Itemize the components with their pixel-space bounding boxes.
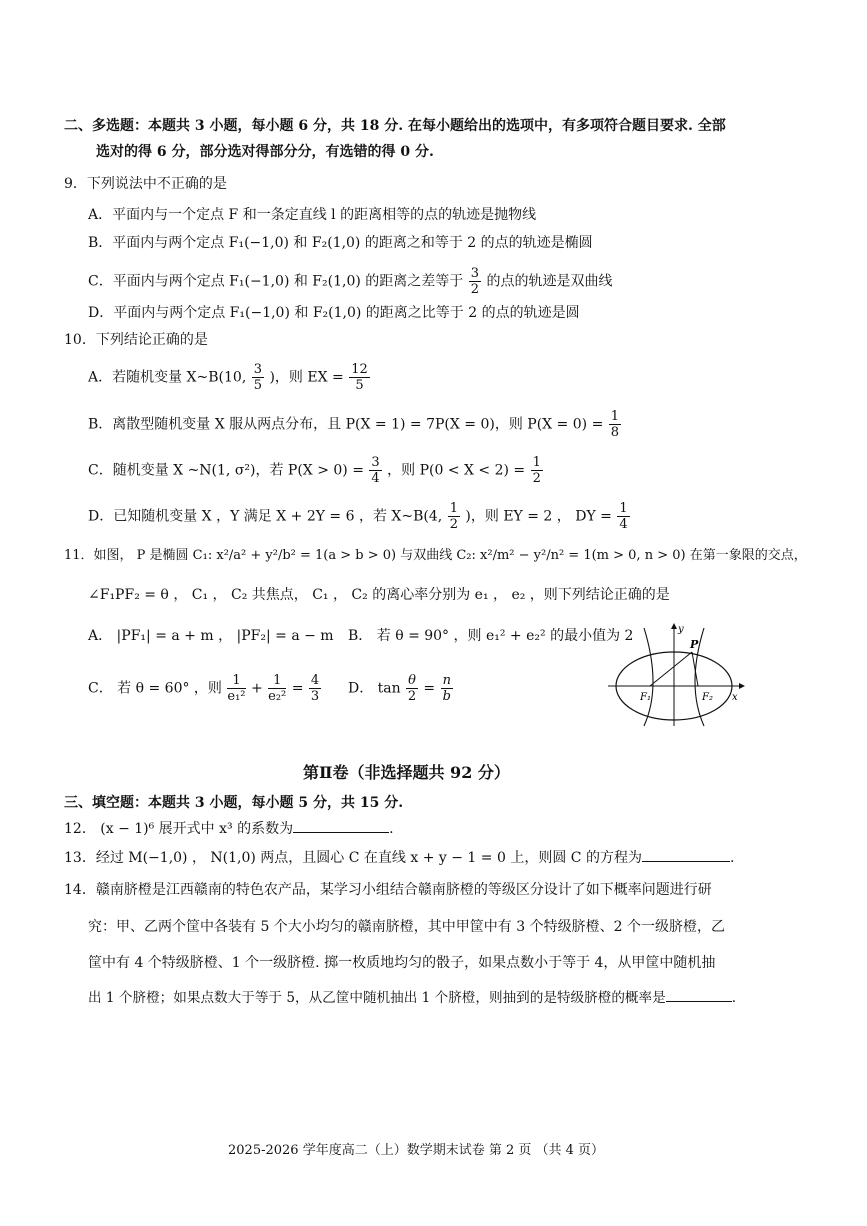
frac-num: θ xyxy=(408,673,416,688)
q14-line4 xyxy=(88,986,736,1008)
q14-answer-blank[interactable] xyxy=(666,986,732,1002)
frac-den: e₂² xyxy=(268,689,287,704)
q9-option-c-text: C．平面内与两个定点 F₁(−1,0) 和 F₂(1,0) 的距离之差等于 xyxy=(88,273,464,290)
q10-d-frac2 xyxy=(617,501,629,532)
q10-a-frac2 xyxy=(349,362,370,393)
q12-end: . xyxy=(389,821,394,837)
label-p: P xyxy=(690,638,699,651)
q10-d-frac1 xyxy=(448,501,460,532)
label-f2: F₂ xyxy=(702,692,713,703)
frac-den: b xyxy=(442,689,451,704)
frac-den: 2 xyxy=(407,689,417,704)
q11-stem-line1: 11．如图， P 是椭圆 C₁: x²/a² + y²/b² = 1(a > b > 0) 与双曲线 C₂: x²/m² − y²/n² = 1(m > 0, n > 0) 在第一象限的交点， xyxy=(64,548,807,563)
q12-answer-blank[interactable] xyxy=(293,817,389,833)
label-y: y xyxy=(678,624,684,635)
q11-d-frac2 xyxy=(441,673,453,704)
equals-sign: = xyxy=(291,680,304,697)
frac-den: 4 xyxy=(371,471,380,486)
frac-den: 8 xyxy=(610,425,620,440)
q10-b-frac xyxy=(609,409,621,440)
section3-heading: 三、填空题：本题共 3 小题，每小题 5 分，共 15 分. xyxy=(64,795,404,811)
q11-d-text: D． tan xyxy=(348,680,401,697)
frac-den: 5 xyxy=(355,378,364,393)
frac-num: 3 xyxy=(470,266,480,281)
q13 xyxy=(64,846,734,868)
q10-a-mid: )，则 EX = xyxy=(269,369,344,386)
q10-d-mid: )，则 EY = 2 ， DY = xyxy=(465,508,612,525)
q14-line1: 14．赣南脐橙是江西赣南的特色农产品，某学习小组结合赣南脐橙的等级区分设计了如下概率问题进行研 xyxy=(64,882,712,898)
q9-stem: 9．下列说法中不正确的是 xyxy=(64,176,227,192)
q14-line3: 筐中有 4 个特级脐橙、1 个一级脐橙. 掷一枚质地均匀的骰子，如果点数小于等于 4，从甲筐中随机抽 xyxy=(88,955,716,971)
frac-num: 1 xyxy=(268,673,286,689)
q11-stem-line2: ∠F₁PF₂ = θ ， C₁ ， C₂ 共焦点， C₁ ， C₂ 的离心率分别为 e₁ ， e₂ ，则下列结论正确的是 xyxy=(88,587,670,603)
q10-d-text: D．已知随机变量 X ，Y 满足 X + 2Y = 6 ，若 X~B(4, xyxy=(88,508,443,525)
frac-num: n xyxy=(442,673,451,688)
q10-option-b xyxy=(88,409,622,440)
q11-option-a: A． |PF₁| = a + m ， |PF₂| = a − m xyxy=(88,628,334,644)
label-f1: F₁ xyxy=(640,692,651,703)
frac-den: 2 xyxy=(449,517,458,532)
q9-option-c-tail: 的点的轨迹是双曲线 xyxy=(486,273,613,290)
frac-num: 4 xyxy=(310,673,320,688)
q9-option-b: B．平面内与两个定点 F₁(−1,0) 和 F₂(1,0) 的距离之和等于 2 的点的轨迹是椭圆 xyxy=(88,235,593,251)
frac-num: 1 xyxy=(610,409,620,424)
ellipse-hyperbola-figure xyxy=(604,620,754,730)
q10-c-frac1 xyxy=(369,455,381,486)
frac-num: 1 xyxy=(227,673,245,689)
q11-c-frac2 xyxy=(268,673,286,704)
q12 xyxy=(64,817,394,839)
q11-c-frac1 xyxy=(227,673,245,704)
q12-text: 12． (x − 1)⁶ 展开式中 x³ 的系数为 xyxy=(64,821,294,837)
frac-num: 1 xyxy=(619,501,628,516)
q11-c-text: C． 若 θ = 60° ，则 xyxy=(88,680,222,697)
q14-end: . xyxy=(731,990,737,1006)
page-footer: 2025-2026 学年度高二（上）数学期末试卷 第 2 页 （共 4 页） xyxy=(228,1143,605,1158)
q9-option-c-fraction xyxy=(469,266,481,297)
frac-num: 3 xyxy=(371,455,380,470)
hyperbola-left-branch xyxy=(644,628,653,726)
q10-option-a xyxy=(88,362,371,393)
q9-option-d: D．平面内与两个定点 F₁(−1,0) 和 F₂(1,0) 的距离之比等于 2 的点的轨迹是圆 xyxy=(88,305,580,321)
frac-den: e₁² xyxy=(227,689,246,704)
q14-line4-text: 出 1 个脐橙；如果点数大于等于 5，从乙筐中随机抽出 1 个脐橙，则抽到的是特级脐橙的概率是 xyxy=(88,990,666,1006)
frac-den: 2 xyxy=(470,282,480,297)
q10-option-c xyxy=(88,455,544,486)
section2-heading-line2: 选对的得 6 分，部分选对得部分分，有选错的得 0 分. xyxy=(96,144,434,160)
frac-den: 2 xyxy=(532,471,541,486)
frac-num: 1 xyxy=(449,501,458,516)
q13-text: 13．经过 M(−1,0) ， N(1,0) 两点，且圆心 C 在直线 x + y − 1 = 0 上，则圆 C 的方程为 xyxy=(64,850,642,866)
plus-sign: + xyxy=(250,680,263,697)
q10-option-d xyxy=(88,501,631,532)
q9-option-c xyxy=(88,266,612,297)
label-x: x xyxy=(732,692,738,703)
q10-c-text: C．随机变量 X ~N(1, σ²)，若 P(X > 0) = xyxy=(88,462,364,479)
q10-stem: 10．下列结论正确的是 xyxy=(64,332,208,348)
frac-num: 12 xyxy=(351,362,368,377)
segment-pf1 xyxy=(650,652,692,686)
q10-a-frac1 xyxy=(252,362,264,393)
q11-option-d xyxy=(348,673,454,704)
q11-c-frac3 xyxy=(309,673,321,704)
q13-end: . xyxy=(729,850,735,866)
frac-den: 3 xyxy=(310,689,320,704)
q11-option-c xyxy=(88,673,322,704)
q10-b-text: B．离散型随机变量 X 服从两点分布，且 P(X = 1) = 7P(X = 0)，则 P(X = 0) = xyxy=(88,416,604,433)
q9-option-a: A．平面内与一个定点 F 和一条定直线 l 的距离相等的点的轨迹是抛物线 xyxy=(88,207,537,223)
frac-den: 4 xyxy=(619,517,628,532)
part2-title: 第Ⅱ卷（非选择题共 92 分） xyxy=(303,763,510,782)
frac-num: 1 xyxy=(532,455,541,470)
q10-c-mid: ，则 P(0 < X < 2) = xyxy=(387,462,526,479)
q11-option-b: B． 若 θ = 90° ，则 e₁² + e₂² 的最小值为 2 xyxy=(348,628,634,644)
q14-line2: 究：甲、乙两个筐中各装有 5 个大小均匀的赣南脐橙，其中甲筐中有 3 个特级脐橙、2 个一级脐橙，乙 xyxy=(88,919,725,935)
q10-a-text: A．若随机变量 X~B(10, xyxy=(88,369,247,386)
frac-num: 3 xyxy=(253,362,263,377)
section2-heading-line1: 二、多选题：本题共 3 小题，每小题 6 分，共 18 分. 在每小题给出的选项中，有多项符合题目要求. 全部 xyxy=(64,118,726,134)
frac-den: 5 xyxy=(253,378,263,393)
q13-answer-blank[interactable] xyxy=(642,846,730,862)
q11-d-frac1 xyxy=(406,673,418,704)
q10-c-frac2 xyxy=(531,455,543,486)
equals-sign: = xyxy=(423,680,436,697)
